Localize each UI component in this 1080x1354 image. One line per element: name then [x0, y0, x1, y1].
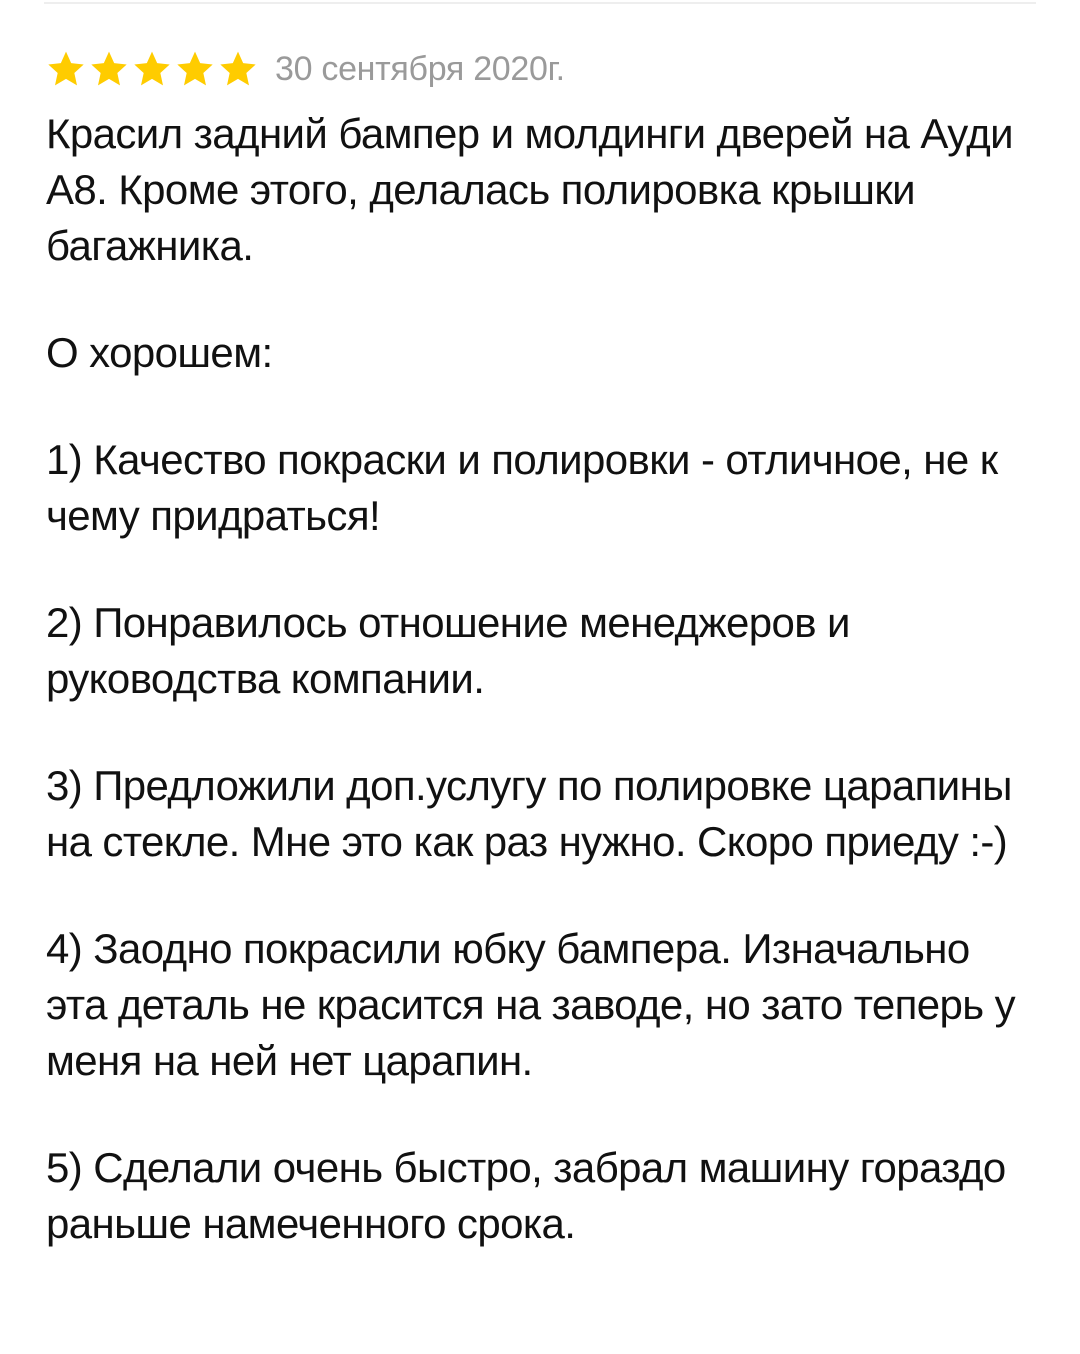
review-card [46, 48, 1036, 1252]
review-paragraph-point-4: 4) Заодно покрасили юбку бампера. Изначально эта деталь не красится на заводе, но зато теперь у меня на ней нет царапин. [46, 925, 1016, 1084]
review-paragraph-heading: О хорошем: [46, 329, 273, 376]
review-paragraph-point-5: 5) Сделали очень быстро, забрал машину гораздо раньше намеченного срока. [46, 1144, 1006, 1247]
star-icon [218, 49, 258, 89]
review-paragraph-point-3: 3) Предложили доп.услугу по полировке царапины на стекле. Мне это как раз нужно. Скоро приеду :-) [46, 762, 1012, 865]
top-divider [44, 2, 1036, 4]
rating-stars [46, 49, 261, 89]
star-icon [175, 49, 215, 89]
star-icon [46, 49, 86, 89]
star-icon [89, 49, 129, 89]
review-paragraph-point-1: 1) Качество покраски и полировки - отличное, не к чему придраться! [46, 436, 998, 539]
review-paragraph-intro: Красил задний бампер и молдинги дверей на Ауди А8. Кроме этого, делалась полировка крышки багажника. [46, 110, 1014, 269]
star-icon [132, 49, 172, 89]
review-header [46, 48, 1036, 90]
review-text [46, 106, 1036, 1252]
review-date: 30 сентября 2020г. [275, 49, 565, 88]
review-paragraph-point-2: 2) Понравилось отношение менеджеров и руководства компании. [46, 599, 850, 702]
